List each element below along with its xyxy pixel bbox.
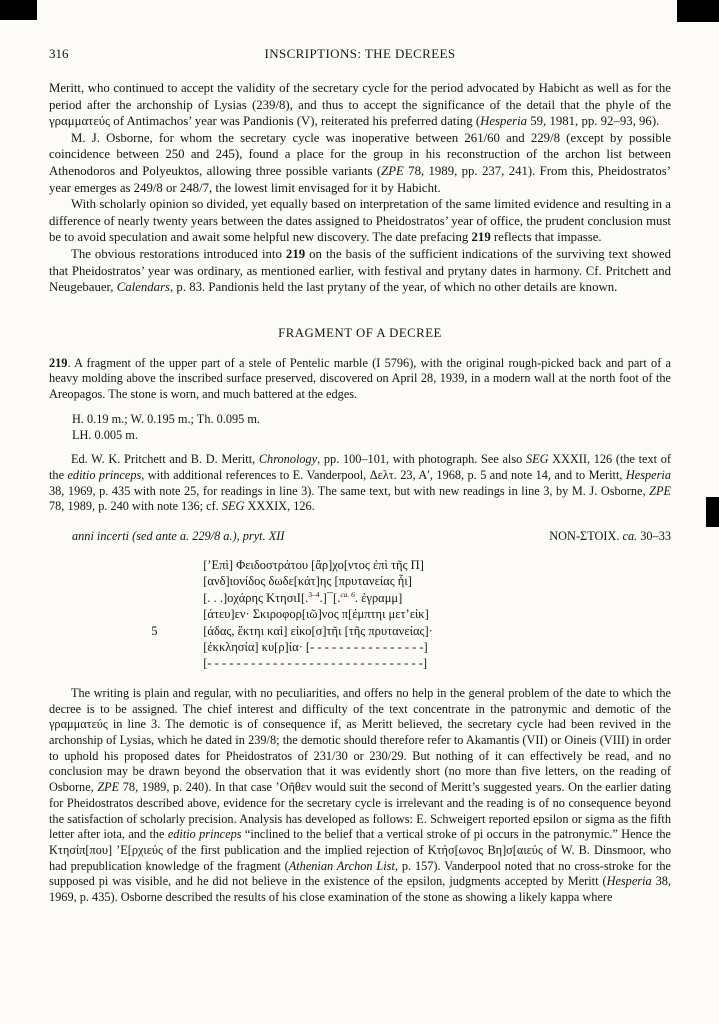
paragraph-osborne-reconstruction: M. J. Osborne, for whom the secretary cycle was inoperative between 261/60 and 229/8 (except by possible coincidence between 250 and 245), found a place for the group in his reconstruction of the archon list between Athenodoros and Polyeuktos, allowing three possible variants (ZPE 78, 1989, pp. 237, 241). From this, Pheidostratos’ year emerges as 249/8 or 248/7, the lowest limit envisaged for it by Habicht. <box>49 130 671 195</box>
line-text: [’Επὶ] Φειδοστράτου [ἄρ]χο[ντος ἐπὶ τῆς Π] <box>203 558 424 573</box>
stoichedon-note: NON-ΣΤΟΙΧ. ca. 30–33 <box>549 529 671 544</box>
commentary-paragraph: The writing is plain and regular, with no peculiarities, and offers no help in the general problem of the date to which the decree is to be assigned. The chief interest and difficulty of the text concentrate in the patronymic and demotic of the γραμματεύς in line 3. The demotic is of consequence if, as Meritt believed, the secretary cycle had been revived in the archonship of Lysias, which he dated in 239/8; the demotic should therefore refer to Akamantis (VII) or Oineis (VIII) in order to uphold his proposed dates for Pheidostratos of 231/30 or 230/29. But nothing of it can effectively be read, and no conclusion may be drawn beyond the observation that it was evidently short (no more than five letters, on the reading of Osborne, ZPE 78, 1989, p. 240). In that case ’Οῆθεν would suit the second of Meritt’s suggested years. On the earlier dating for Pheidostratos described above, evidence for the secretary cycle is irrelevant and the reading is of no consequence beyond the satisfaction of scholarly precision. Analysis has developed as follows: E. Schweigert reported epsilon or sigma as the fifth letter after iota, and the editio princeps “inclined to the belief that a vertical stroke of pi occurs in the patronymic.” Hence the Κτησίπ[που] ’Ε[ρχιεύς of the first publication and the implied rejection of Κτήσ[ωνος Βη]σ[αιεύς of W. B. Dinsmoor, who had prepublication knowledge of the fragment (Athenian Archon List, p. 157). Vanderpool noted that no cross-stroke for the supposed pi was visible, and he did not believe in the existence of the epsilon, judgments accepted by Meritt (Hesperia 38, 1969, p. 435). Osborne described the results of his close examination of the stone as showing a likely kappa where <box>49 685 671 905</box>
line-text: [- - - - - - - - - - - - - - - - - - - - - - - - - - - - - -] <box>203 656 428 671</box>
scan-artifact-top-right <box>677 0 719 22</box>
scan-artifact-right-edge <box>706 497 719 527</box>
line-text: [άδας, ἕκτηι καὶ] εἰκο[σ]τῆι [τῆς πρυτανείας]· <box>203 623 433 638</box>
inscription-line <box>203 606 433 622</box>
paragraph-scholarly-opinion: With scholarly opinion so divided, yet equally based on interpretation of the same limited evidence and resulting in a difference of nearly twenty years between the dates assigned to Pheidostratos’ year of office, the prudent conclusion must be to avoid speculation and await some helpful new discovery. The date prefacing 219 reflects that impasse. <box>49 197 671 245</box>
running-header <box>49 46 671 64</box>
dimensions-line: H. 0.19 m.; W. 0.195 m.; Th. 0.095 m. <box>72 411 260 426</box>
page-content <box>49 46 671 906</box>
inscription-text-block <box>49 557 671 672</box>
running-head-title: INSCRIPTIONS: THE DECREES <box>264 46 456 61</box>
inscription-line <box>203 639 433 655</box>
line-text: [. . .]οχάρης ΚτησιΙ[.$^{3-4}$.]¯[.$^{ca. 6}$. ἐγραμμ] <box>203 589 403 605</box>
line-text: [άτευ]εν· Σκιροφορ[ιῶ]νος π[έμπτηι μετ’εἰκ] <box>203 607 429 622</box>
stone-dimensions <box>72 412 671 443</box>
date-attribution-row <box>49 529 671 547</box>
inscription-line <box>203 655 433 671</box>
inscription-line <box>203 573 433 589</box>
date-attribution: anni incerti (sed ante a. 229/8 a.), pryt. XII <box>72 529 285 544</box>
section-heading: FRAGMENT OF A DECREE <box>278 325 442 340</box>
edition-references: Ed. W. K. Pritchett and B. D. Meritt, Chronology, pp. 100–101, with photograph. See also SEG XXXII, 126 (the text of the editio princeps, with additional references to E. Vanderpool, Δελτ. 23, Α′, 1968, p. 5 and note 14, and to Meritt, Hesperia 38, 1969, p. 435 with note 25, for readings in line 3). The same text, but with new readings in line 3, by M. J. Osborne, ZPE 78, 1989, p. 240 with note 136; cf. SEG XXXIX, 126. <box>49 452 671 514</box>
paragraph-meritt-dating: Meritt, who continued to accept the validity of the secretary cycle for the period advocated by Habicht as well as for the period after the archonship of Lysias (239/8), and thus to accept the significance of the detail that the phyle of the γραμματεύς of Antimachos’ year was Pandionis (V), reiterated his preferred dating (Hesperia 59, 1981, pp. 92–93, 96). <box>49 81 671 129</box>
greek-inscription <box>151 557 433 672</box>
letter-height-line: LH. 0.005 m. <box>72 427 138 442</box>
page-number: 316 <box>49 46 69 61</box>
paragraph-restorations: The obvious restorations introduced into 219 on the basis of the sufficient indications of the surviving text showed that Pheidostratos’ year was ordinary, as mentioned earlier, with festival and prytany dates in harmony. Cf. Pritchett and Neugebauer, Calendars, p. 83. Pandionis held the last prytany of the year, of which no other details are known. <box>49 246 671 295</box>
line-text: [ανδ]ιονίδος δωδε[κάτ]ης [πρυτανείας ἧι] <box>203 574 412 589</box>
inscription-line <box>151 623 433 639</box>
inscription-line <box>203 590 433 606</box>
scan-artifact-top-left <box>0 0 37 20</box>
inscription-line <box>203 557 433 573</box>
line-number: 5 <box>151 623 158 638</box>
line-text: [ἐκκλησία] κυ[ρ]ία· [- - - - - - - - - - - - - - - -] <box>203 640 428 655</box>
entry-219-description: 219. A fragment of the upper part of a stele of Pentelic marble (I 5796), with the original rough-picked back and part of a heavy molding above the inscribed surface preserved, discovered on April 28, 1939, in a modern wall at the north foot of the Areopagos. The stone is worn, and much battered at the edges. <box>49 355 671 402</box>
